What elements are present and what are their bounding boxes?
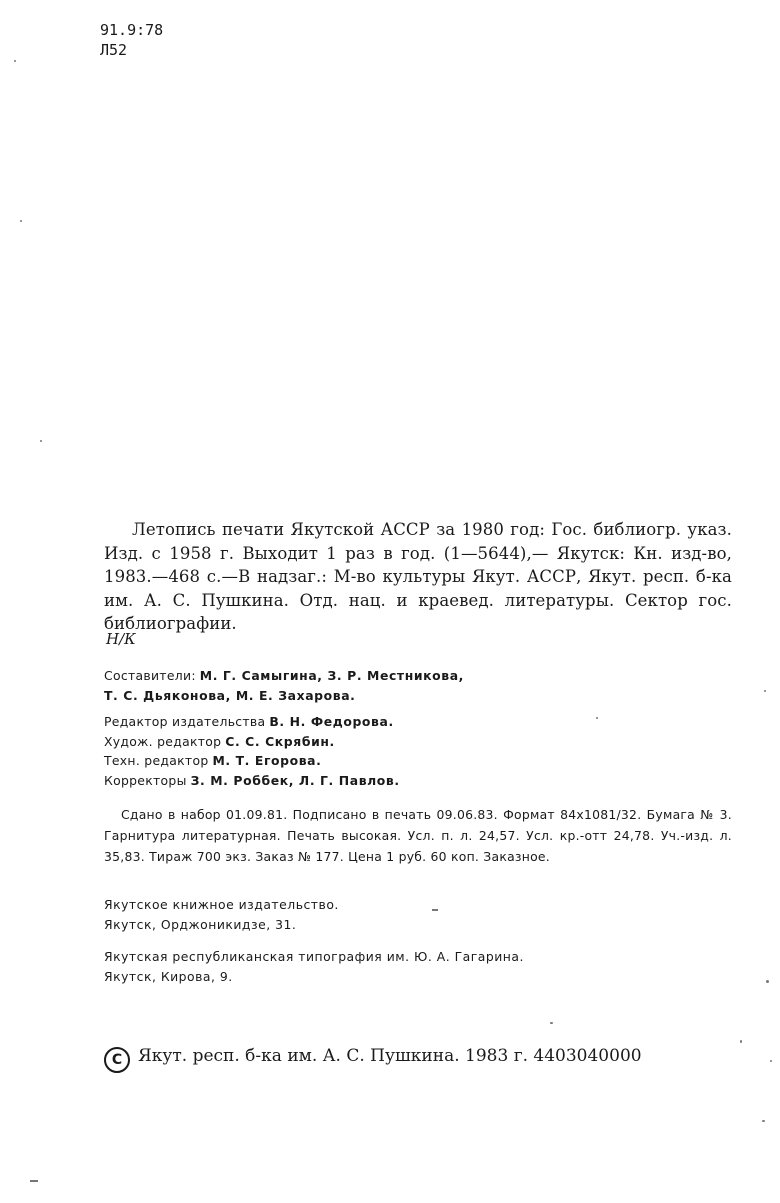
compilers-row-2 [104,686,724,706]
print-data-line4: 1 руб. 60 коп. Заказное. [386,849,550,864]
print-data-line2: Бумага № 3. Гарнитура литературная. Печать высокая. Усл. п. л. 24,57. [104,807,732,843]
scan-speck [766,980,769,983]
scan-speck [14,60,16,62]
credits-block [104,666,724,797]
printer-address: Якутск, Кирова, 9. [104,968,233,984]
author-mark: Л52 [100,41,128,59]
compilers-names-line1: М. Г. Самыгина, З. Р. Местникова, [199,668,464,683]
compilers-label: Составители: [104,668,196,683]
scan-speck [764,690,766,692]
printer-block [104,947,724,986]
scan-speck [740,1040,742,1043]
compilers-row [104,666,724,686]
publisher-block [104,895,724,934]
print-data-line1: Сдано в набор 01.09.81. Подписано в печать 09.06.83. Формат 84х1081/32. [121,807,642,822]
scan-speck [770,1060,772,1062]
publisher-name: Якутское книжное издательство. [104,897,339,912]
scan-speck [40,440,42,442]
annotation-title: Летопись печати Якутской АССР за 1980 год: [132,520,545,539]
classification-block [100,20,163,60]
printer-name: Якутская республиканская типография им. Ю. А. Гагарина. [104,949,524,964]
scan-speck [30,1180,38,1182]
artist-label: Худож. редактор [104,733,222,749]
editor-name: В. Н. Федорова. [269,714,394,729]
proofreaders-names: З. М. Роббек, Л. Г. Павлов. [190,772,400,788]
copyright-icon: C [104,1047,130,1073]
bibliographic-annotation [104,518,732,636]
copyright-line [104,1044,642,1073]
scan-speck [762,1120,765,1122]
tech-editor-row [104,751,724,771]
annotation-body: Гос. библиогр. указ. Изд. с 1958 г. Выходит 1 раз в год. (1—5644),— Якутск: Кн. изд-во, 1983.—468 с.—В надзаг.: М-во культуры Якут. АССР, Якут. респ. б-ка им. А. С. Пушкина. Отд. нац. и краевед. литературы. Сектор гос. библиографии. [104,520,732,633]
tech-editor-name: М. Т. Егорова. [212,753,322,768]
print-data-block [104,804,732,867]
publisher-address: Якутск, Орджоникидзе, 31. [104,916,297,932]
udc-index: 91.9:78 [100,21,164,39]
editor-label: Редактор издательства [104,714,266,729]
scan-speck [550,1022,553,1024]
proofreaders-row [104,771,724,791]
editor-row [104,712,724,732]
scan-speck [596,717,598,719]
print-data-line3: Усл. кр.-отт 24,78. Уч.-изд. л. 35,83. Тираж 700 экз. Заказ № 177. Цена [104,828,732,864]
tech-editor-label: Техн. редактор [104,753,209,768]
proofreaders-label: Корректоры [104,772,187,788]
scan-speck [20,220,22,222]
artist-row [104,732,724,752]
scan-speck [432,909,438,911]
compilers-names-line2: Т. С. Дьяконова, М. Е. Захарова. [104,687,356,703]
age-sign: Н/К [106,630,136,648]
copyright-text: Якут. респ. б-ка им. А. С. Пушкина. 1983 г. 4403040000 [138,1046,642,1066]
artist-name: С. С. Скрябин. [225,733,335,749]
